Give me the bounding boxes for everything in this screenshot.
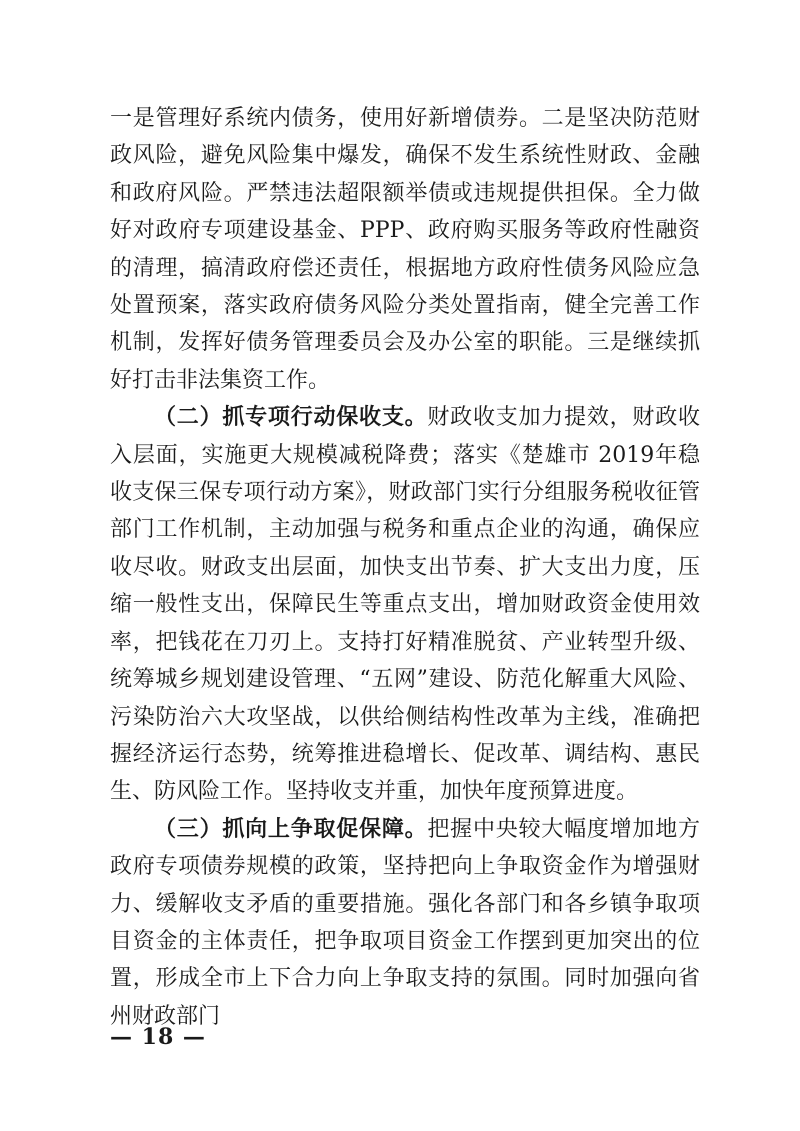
page-number: — 18 — [110,1024,206,1050]
paragraph-debt-management: 一是管理好系统内债务，使用好新增债券。二是坚决防范财政风险，避免风险集中爆发，确保不发生系统性财政、金融和政府风险。严禁违法超限额举债或违规提供担保。全力做好对政府专项建设基金、PPP、政府购买服务等政府性融资的清理，搞清政府偿还责任，根据地方政府性债务风险应急处置预案，落实政府债务风险分类处置指南，健全完善工作机制，发挥好债务管理委员会及办公室的职能。三是继续抓好打击非法集资工作。 [110,106,700,393]
section-heading-3: （三）抓向上争取促保障。 [154,815,428,842]
paragraph-special-action [110,399,700,810]
section-text-3: 把握中央较大幅度增加地方政府专项债券规模的政策，坚持把向上争取资金作为增强财力、缓解收支矛盾的重要措施。强化各部门和各乡镇争取项目资金的主体责任，把争取项目资金工作摆到更加突出的位置，形成全市上下合力向上争取支持的氛围。同时加强向省州财政部门 [110,816,700,1029]
document-body [110,100,700,1035]
paragraph-upward-funding [110,811,700,1035]
section-heading-2: （二）抓专项行动保收支。 [154,404,428,431]
section-text-2: 财政收支加力提效，财政收入层面，实施更大规模减税降费；落实《楚雄市 2019年稳收支保三保专项行动方案》，财政部门实行分组服务税收征管部门工作机制，主动加强与税务和重点企业的沟通，确保应收尽收。财政支出层面，加快支出节奏、扩大支出力度，压缩一般性支出，保障民生等重点支出，增加财政资金使用效率，把钱花在刀刃上。支持打好精准脱贫、产业转型升级、统筹城乡规划建设管理、“五网”建设、防范化解重大风险、污染防治六大攻坚战，以供给侧结构性改革为主线，准确把握经济运行态势，统筹推进稳增长、促改革、调结构、惠民生、防风险工作。坚持收支并重，加快年度预算进度。 [110,405,700,805]
